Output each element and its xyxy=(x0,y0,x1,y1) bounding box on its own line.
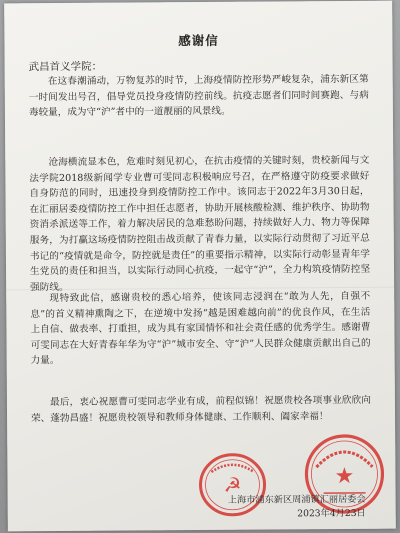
svg-text:☭: ☭ xyxy=(223,472,242,497)
letter-paper xyxy=(4,1,396,532)
letter-salutation: 武昌首义学院： xyxy=(28,60,103,74)
svg-text:★: ★ xyxy=(334,463,355,490)
paragraph-4: 最后，衷心祝愿曹可雯同志学业有成，前程似锦！祝愿贵校各项事业欣欣向荣、蓬勃昌盛！祝愿贵校领导和教师身体健康、工作顺利、阖家幸福！ xyxy=(31,394,371,424)
letter-title: 感谢信 xyxy=(178,32,219,49)
signature-organization: 上海市浦东新区周浦镇汇丽居委会 xyxy=(227,493,366,506)
letter-signature xyxy=(228,493,366,522)
paragraph-3: 现特致此信，感谢贵校的悉心培养，使该同志浸润在“敢为人先，自强不息”的首义精神熏陶之下，在逆境中发扬“越是困难越向前”的优良作风，在生活上自信、做表率、打重担，成为具有家国情怀和社会责任感的优秀学生。感谢曹可雯同志在大好青春年华为守“沪”城市安全、守“沪”人民群众健康贡献出自己的力量。 xyxy=(30,290,371,367)
paragraph-1: 在这春潮涌动，万物复苏的时节，上海疫情防控形势严峻复杂，浦东新区第一时间发出号召，倡导党员投身疫情防控前线。抗疫志愿者们同时间赛跑、与病毒较量，成为守“沪”者中的一道靓丽的风景线。 xyxy=(28,73,369,119)
paragraph-2: 沧海横流显本色，危难时刻见初心，在抗击疫情的关键时刻，贵校新闻与文法学院2018级新闻学专业曹可雯同志积极响应号召，在严格遵守防疫要求做好自身防范的同时，迅速投身到疫情防控工作中。该同志于2022年3月30日起，在汇丽居委疫情防控工作中担任志愿者，协助开展核酸检测、维护秩序、协助物资消杀派送等工作，着力解决居民的急难愁盼问题，持续做好人力、物力等保障服务，为打赢这场疫情防控阻击战贡献了青春力量，以实际行动贯彻了习近平总书记的“疫情就是命令，防控就是责任”的重要指示精神，以实际行动彰显青年学生党员的责任和担当，以实际行动同心抗疫，一起守“沪”，全力构筑疫情防控坚强防线。 xyxy=(29,154,371,293)
signature-date: 2023年4月23日 xyxy=(297,507,366,520)
